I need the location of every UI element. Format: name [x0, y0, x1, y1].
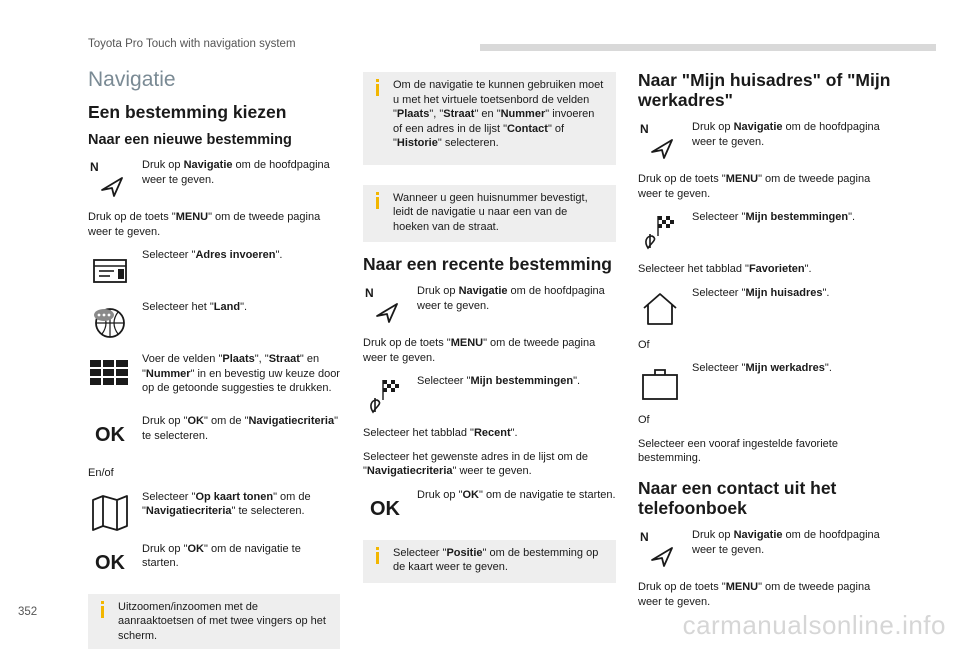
info-note-house-number: Wanneer u geen huisnummer bevestigt, leidt de navigatie u naar een van de hoeken van de straat.: [363, 185, 616, 243]
section-title: Navigatie: [88, 68, 176, 91]
favorite-instruction: Selecteer een vooraf ingestelde favoriete bestemming.: [638, 437, 838, 465]
column-2: [363, 72, 616, 597]
info-note-position: Selecteer "Positie" om de bestemming op de kaart weer te geven.: [363, 540, 616, 583]
step-show-map: Selecteer "Op kaart tonen" om de "Navigatiecriteria" te selecteren.: [88, 490, 340, 536]
step-country: Selecteer het "Land".: [88, 300, 340, 346]
menu-instruction: Druk op de toets "MENU" om de tweede pagina weer te geven.: [638, 581, 871, 608]
navigation-icon: N: [638, 530, 682, 570]
select-tab-instruction: Selecteer het tabblad "Favorieten".: [638, 263, 812, 276]
or-label: Of: [638, 338, 650, 351]
keyboard-icon: [88, 354, 132, 394]
step-enter-address: Selecteer "Adres invoeren".: [88, 248, 340, 294]
ok-icon: OK: [370, 497, 400, 520]
ok-icon: OK: [95, 424, 125, 447]
briefcase-icon: [638, 363, 682, 403]
menu-instruction: Druk op de toets "MENU" om de tweede pagina weer te geven.: [638, 173, 871, 200]
info-icon: [98, 601, 106, 618]
navigation-icon: N: [638, 122, 682, 162]
step-navigation: N Druk op Navigatie om de hoofdpagina weer te geven.: [638, 120, 894, 166]
select-address-instruction: Selecteer het gewenste adres in de lijst om de "Navigatiecriteria" weer te geven.: [363, 450, 589, 478]
address-entry-icon: [88, 250, 132, 290]
and-or-label: En/of: [88, 467, 114, 480]
navigation-icon: N: [88, 160, 132, 200]
menu-instruction: Druk op de toets "MENU" om de tweede pagina weer te geven.: [363, 337, 596, 364]
step-navigation: N Druk op Navigatie om de hoofdpagina weer te geven.: [88, 158, 340, 204]
destination-flag-icon: [638, 212, 682, 252]
heading-phonebook-contact: Naar een contact uit het telefoonboek: [638, 477, 837, 518]
home-icon: [638, 288, 682, 328]
destination-flag-icon: [363, 376, 407, 416]
country-globe-icon: [88, 302, 132, 342]
running-header: Toyota Pro Touch with navigation system: [88, 38, 296, 50]
column-3: [638, 66, 894, 618]
step-ok-criteria: OK Druk op "OK" om de "Navigatiecriteria" te selecteren.: [88, 414, 340, 460]
step-home-address: Selecteer "Mijn huisadres".: [638, 286, 894, 332]
step-work-address: Selecteer "Mijn werkadres".: [638, 361, 894, 407]
step-my-destinations: Selecteer "Mijn bestemmingen".: [638, 210, 894, 256]
subheading-new-destination: Naar een nieuwe bestemming: [88, 132, 292, 149]
page-number: 352: [18, 606, 38, 618]
heading-choose-destination: Een bestemming kiezen: [88, 102, 287, 122]
watermark: carmanualsonline.info: [682, 610, 946, 640]
ok-icon: OK: [95, 551, 125, 574]
step-ok-start: OK Druk op "OK" om de navigatie te starten.: [88, 542, 340, 588]
select-tab-instruction: Selecteer het tabblad "Recent".: [363, 427, 518, 440]
header-bar: [480, 44, 936, 51]
heading-recent-destination: Naar een recente bestemming: [363, 254, 612, 275]
step-ok-start: OK Druk op "OK" om de navigatie te starten.: [363, 488, 616, 534]
column-1: [88, 64, 340, 649]
info-note-keyboard: Om de navigatie te kunnen gebruiken moet u met het virtuele toetsenbord de velden "Plaats", "Straat" en "Nummer" invoeren of een adres in de lijst "Contact" of "Historie" selecteren.: [363, 72, 616, 165]
step-my-destinations: Selecteer "Mijn bestemmingen".: [363, 374, 616, 420]
step-navigation: N Druk op Navigatie om de hoofdpagina weer te geven.: [638, 528, 894, 574]
menu-instruction: Druk op de toets "MENU" om de tweede pagina weer te geven.: [88, 211, 321, 238]
navigation-icon: N: [363, 286, 407, 326]
info-icon: [373, 79, 381, 96]
step-navigation: N Druk op Navigatie om de hoofdpagina weer te geven.: [363, 284, 616, 330]
info-icon: [373, 547, 381, 564]
info-note-zoom: Uitzoomen/inzoomen met de aanraaktoetsen of met twee vingers op het scherm.: [88, 594, 340, 649]
step-fields: Voer de velden "Plaats", "Straat" en "Nummer" in en bevestig uw keuze door op de getoonde suggesties te drukken.: [88, 352, 340, 408]
info-icon: [373, 192, 381, 209]
map-icon: [88, 492, 132, 532]
or-label: Of: [638, 414, 650, 427]
heading-home-work: Naar "Mijn huisadres" of "Mijn werkadres": [638, 70, 891, 111]
